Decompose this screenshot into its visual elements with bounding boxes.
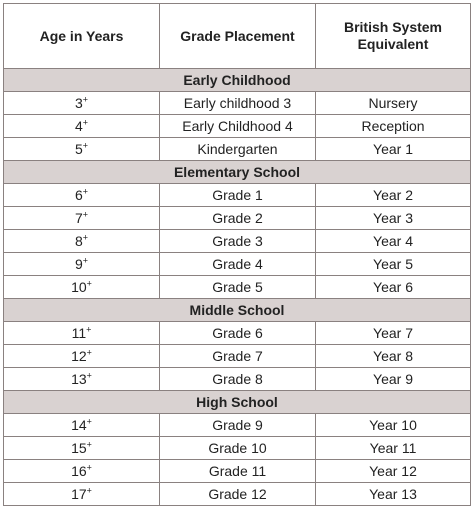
british-equivalent-cell: Reception: [316, 115, 471, 138]
age-plus-suffix: +: [86, 347, 92, 358]
header-british-equivalent: British System Equivalent: [316, 4, 471, 69]
age-cell: [4, 345, 160, 368]
age-value: 9: [74, 256, 83, 272]
grade-placement-cell: Grade 1: [160, 184, 316, 207]
age-plus-suffix: +: [82, 117, 89, 128]
section-title: Middle School: [4, 299, 471, 322]
age-cell: [4, 92, 160, 115]
grade-placement-cell: Grade 11: [160, 460, 316, 483]
section-title: Early Childhood: [4, 69, 471, 92]
age-value: 11: [71, 325, 87, 341]
age-plus-suffix: +: [82, 186, 89, 197]
section-header-row: [4, 69, 471, 92]
age-value: 4: [74, 118, 83, 134]
grade-placement-cell: Grade 2: [160, 207, 316, 230]
age-value: 14: [71, 417, 87, 433]
table-row: [4, 437, 471, 460]
age-cell: [4, 483, 160, 506]
table-row: [4, 460, 471, 483]
age-value: 7: [74, 210, 83, 226]
grade-placement-cell: Grade 9: [160, 414, 316, 437]
british-equivalent-cell: Year 2: [316, 184, 471, 207]
british-equivalent-cell: Nursery: [316, 92, 471, 115]
age-value: 3: [74, 95, 83, 111]
british-equivalent-cell: Year 8: [316, 345, 471, 368]
age-plus-suffix: +: [86, 462, 92, 473]
british-equivalent-cell: Year 12: [316, 460, 471, 483]
british-equivalent-cell: Year 7: [316, 322, 471, 345]
header-grade-placement: Grade Placement: [160, 4, 316, 69]
age-value: 15: [71, 440, 87, 456]
header-age: Age in Years: [4, 4, 160, 69]
age-plus-suffix: +: [82, 255, 89, 266]
table-body: [4, 69, 471, 506]
grade-placement-cell: Grade 5: [160, 276, 316, 299]
grade-placement-cell: Grade 4: [160, 253, 316, 276]
grade-placement-cell: Grade 10: [160, 437, 316, 460]
british-equivalent-cell: Year 5: [316, 253, 471, 276]
british-equivalent-cell: Year 4: [316, 230, 471, 253]
grade-placement-cell: Kindergarten: [160, 138, 316, 161]
age-plus-suffix: +: [86, 416, 92, 427]
age-value: 12: [71, 348, 87, 364]
age-cell: [4, 414, 160, 437]
age-plus-suffix: +: [86, 324, 92, 335]
table-row: [4, 230, 471, 253]
table-row: [4, 414, 471, 437]
grade-placement-cell: Grade 8: [160, 368, 316, 391]
age-value: 6: [74, 187, 83, 203]
table-row: [4, 276, 471, 299]
age-plus-suffix: +: [86, 439, 92, 450]
grade-placement-cell: Grade 12: [160, 483, 316, 506]
age-plus-suffix: +: [82, 232, 89, 243]
table-row: [4, 253, 471, 276]
age-value: 17: [71, 486, 87, 502]
age-cell: [4, 115, 160, 138]
age-cell: [4, 276, 160, 299]
age-cell: [4, 184, 160, 207]
age-value: 5: [74, 141, 83, 157]
age-plus-suffix: +: [82, 94, 89, 105]
age-value: 10: [71, 279, 87, 295]
table-row: [4, 368, 471, 391]
age-plus-suffix: +: [86, 485, 92, 496]
section-header-row: [4, 391, 471, 414]
table-header: [4, 4, 471, 69]
british-equivalent-cell: Year 6: [316, 276, 471, 299]
grade-placement-cell: Grade 6: [160, 322, 316, 345]
table-row: [4, 345, 471, 368]
section-title: Elementary School: [4, 161, 471, 184]
british-equivalent-cell: Year 13: [316, 483, 471, 506]
age-value: 13: [71, 371, 87, 387]
section-header-row: [4, 161, 471, 184]
section-header-row: [4, 299, 471, 322]
age-cell: [4, 253, 160, 276]
grade-placement-cell: Early childhood 3: [160, 92, 316, 115]
british-equivalent-cell: Year 10: [316, 414, 471, 437]
age-plus-suffix: +: [86, 370, 92, 381]
british-equivalent-cell: Year 11: [316, 437, 471, 460]
age-cell: [4, 230, 160, 253]
age-cell: [4, 322, 160, 345]
table-row: [4, 92, 471, 115]
header-row: [4, 4, 471, 69]
grade-placement-cell: Grade 3: [160, 230, 316, 253]
grade-equivalence-table: [3, 3, 471, 506]
table-row: [4, 483, 471, 506]
table-row: [4, 207, 471, 230]
grade-placement-cell: Grade 7: [160, 345, 316, 368]
grade-placement-cell: Early Childhood 4: [160, 115, 316, 138]
age-cell: [4, 437, 160, 460]
table-row: [4, 184, 471, 207]
table-row: [4, 115, 471, 138]
age-plus-suffix: +: [82, 140, 89, 151]
table-row: [4, 322, 471, 345]
age-plus-suffix: +: [82, 209, 89, 220]
age-cell: [4, 368, 160, 391]
age-value: 16: [71, 463, 87, 479]
age-cell: [4, 460, 160, 483]
section-title: High School: [4, 391, 471, 414]
british-equivalent-cell: Year 1: [316, 138, 471, 161]
age-plus-suffix: +: [86, 278, 92, 289]
table-row: [4, 138, 471, 161]
british-equivalent-cell: Year 3: [316, 207, 471, 230]
british-equivalent-cell: Year 9: [316, 368, 471, 391]
age-cell: [4, 207, 160, 230]
age-cell: [4, 138, 160, 161]
age-value: 8: [74, 233, 83, 249]
